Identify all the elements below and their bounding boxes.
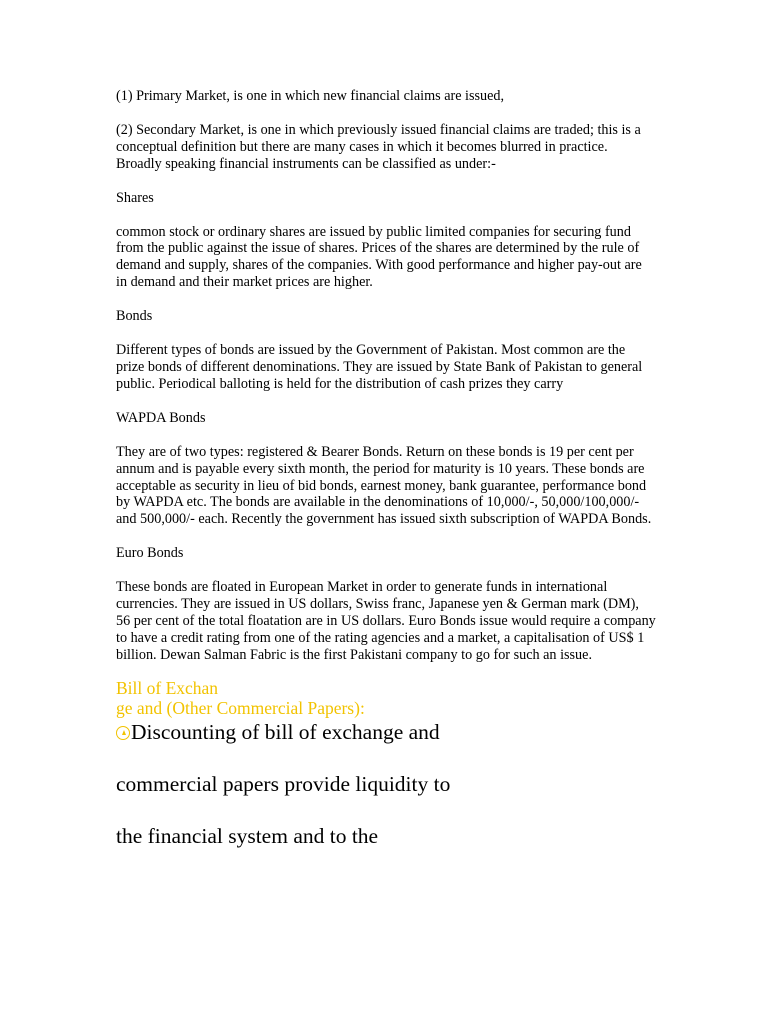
shares-heading: Shares [116,189,154,206]
wapda-bonds-paragraph: They are of two types: registered & Bearer Bonds. Return on these bonds is 19 per cent per annum and is payable every sixth month, the period for maturity is 10 years. These bonds are acceptable as security in lieu of bid bonds, earnest money, bank guarantee, performance bond by WAPDA etc. The bonds are available in the denominations of 10,000/-, 50,000/100,000/- and 500,000/- each. Recently the government has issued sixth subscription of WAPDA Bonds. [116,443,652,528]
secondary-market-paragraph: (2) Secondary Market, is one in which previously issued financial claims are traded; this is a conceptual definition but there are many cases in which it becomes blurred in practice. Broadly speaking financial instruments can be classified as under:- [116,121,641,172]
euro-bonds-paragraph: These bonds are floated in European Market in order to generate funds in international currencies. They are issued in US dollars, Swiss franc, Japanese yen & German mark (DM), 56 per cent of the total floatation are in US dollars. Euro Bonds issue would require a company to have a credit rating from one of the rating agencies and a market, a capitalisation of US$ 1 billion. Dewan Salman Fabric is the first Pakistani company to go for such an issue. [116,579,656,663]
discounting-line-1-text: Discounting of bill of exchange and [131,719,440,744]
bonds-heading: Bonds [116,308,153,325]
bonds-paragraph: Different types of bonds are issued by the Government of Pakistan. Most common are the prize bonds of different denominations. They are issued by State Bank of Pakistan to general public. Periodical balloting is held for the distribution of cash prizes they carry [116,342,643,392]
wapda-bonds-heading: WAPDA Bonds [116,409,206,426]
euro-bonds-heading: Euro Bonds [116,545,184,562]
up-arrow-circle-icon [116,726,130,740]
bill-of-exchange-heading [116,678,656,718]
discounting-line-3: the financial system and to the [116,823,379,848]
discounting-line-2: commercial papers provide liquidity to [116,771,451,796]
bill-of-exchange-line-2: ge and (Other Commercial Papers): [116,697,365,718]
primary-market-paragraph: (1) Primary Market, is one in which new financial claims are issued, [116,88,505,104]
discounting-line-1 [116,720,656,744]
document-page [116,88,656,848]
shares-paragraph: common stock or ordinary shares are issued by public limited companies for securing fund from the public against the issue of shares. Prices of the shares are determined by the rule of demand and supply, shares of the companies. With good performance and higher pay-out are in demand and their market prices are higher. [116,223,642,291]
bill-of-exchange-line-1: Bill of Exchan [116,677,219,698]
